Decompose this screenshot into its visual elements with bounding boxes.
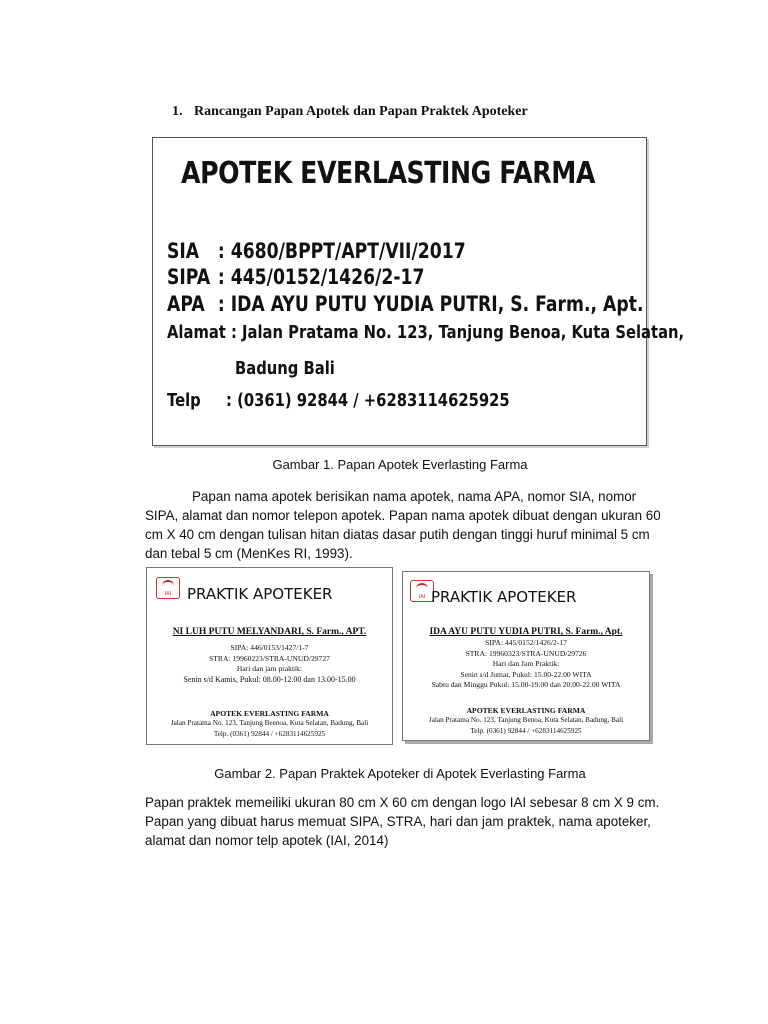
telp-value: : (0361) 92844 / +6283114625925 [226, 390, 510, 411]
practice-title: PRAKTIK APOTEKER [431, 588, 577, 606]
pharmacist-name: NI LUH PUTU MELYANDARI, S. Farm., APT. [172, 627, 367, 637]
figure1-caption: Gambar 1. Papan Apotek Everlasting Farma [272, 457, 528, 472]
hours-line: Sabtu dan Minggu Pukul: 15.00-19.00 dan 20.00-22.00 WITA [431, 680, 621, 689]
hours-label: Hari dan Jam Praktik: [492, 659, 560, 668]
sipa-number: SIPA: 445/0152/1426/2-17 [485, 638, 567, 647]
sipa-label: SIPA [167, 265, 211, 289]
practice-info [147, 643, 392, 685]
paragraph-1: Papan nama apotek berisikan nama apotek, nama APA, nomor SIA, nomor SIPA, alamat dan nomor telepon apotek. Papan nama apotek dibuat dengan ukuran 60 cm X 40 cm dengan tulisan hitan diatas dasar putih dengan tinggi huruf minimal 5 cm dan tebal 5 cm (MenKes RI, 1993). [145, 489, 661, 561]
signboard-title: APOTEK EVERLASTING FARMA [181, 156, 595, 191]
address-line: Jalan Pratama No. 123, Tanjung Beenoa, Kuta Selatan, Badung, Bali [170, 719, 369, 727]
practice-info [403, 638, 649, 691]
pharmacy-address [147, 718, 392, 740]
practice-title: PRAKTIK APOTEKER [187, 585, 333, 603]
figure2-caption: Gambar 2. Papan Praktek Apoteker di Apotek Everlasting Farma [214, 766, 586, 781]
phone-line: Telp. (0361) 92844 / +6283114625925 [213, 730, 326, 738]
signboard-address-line2: Badung Bali [235, 358, 335, 379]
phone-line: Telp. (0361) 92844 / +6283114625925 [470, 727, 582, 735]
signboard-sipa [167, 265, 424, 289]
pharmacy-signboard [152, 137, 685, 446]
apa-label: APA [167, 292, 205, 316]
section-heading [172, 104, 528, 120]
signboard-sia [167, 239, 466, 263]
signboard-telp [167, 390, 510, 411]
signboard-apa [167, 292, 643, 316]
hours-label: Hari dan jam praktik: [236, 664, 303, 673]
section-number: 1. [172, 104, 183, 119]
paragraph-2: Papan praktek memeiliki ukuran 80 cm X 60 cm dengan logo IAI sebesar 8 cm X 9 cm. Papan yang dibuat harus memuat SIPA, STRA, hari dan jam praktek, nama apoteker, alamat dan nomor telp apotek (IAI, 2014) [145, 795, 660, 848]
sipa-value: : 445/0152/1426/2-17 [217, 265, 425, 289]
stra-number: STRA: 19960223/STRA-UNUD/29727 [209, 653, 330, 663]
pharmacist-name: IDA AYU PUTU YUDIA PUTRI, S. Farm., Apt. [429, 627, 623, 637]
sipa-number: SIPA: 446/0153/1427/1-7 [230, 643, 309, 652]
address-line: Jalan Pratama No. 123, Tanjung Benoa, Kuta Selatan, Badung, Bali [428, 716, 624, 724]
sia-value: : 4680/BPPT/APT/VII/2017 [217, 239, 466, 263]
telp-label: Telp [167, 390, 201, 411]
iai-logo-icon [156, 577, 180, 599]
section-title: Rancangan Papan Apotek dan Papan Praktek Apoteker [194, 104, 528, 119]
stra-number: STRA: 19960323/STRA-UNUD/29726 [465, 648, 587, 658]
pharmacy-name: APOTEK EVERLASTING FARMA [210, 709, 329, 718]
apa-value: : IDA AYU PUTU YUDIA PUTRI, S. Farm., Apt. [217, 292, 644, 316]
sia-label: SIA [167, 239, 200, 263]
signboard-address-line1: Alamat : Jalan Pratama No. 123, Tanjung Benoa, Kuta Selatan, [167, 322, 685, 343]
hours-line: Senin s/d Kamis, Pukul: 08.00-12.00 dan 13.00-15.00 [183, 674, 356, 684]
practice-board-right [402, 571, 650, 741]
pharmacy-name: APOTEK EVERLASTING FARMA [466, 706, 586, 715]
pharmacy-address [403, 715, 649, 737]
iai-logo-text: IAI [164, 591, 172, 597]
hours-line: Senin s/d Jumat, Pukul: 15.00-22.00 WITA [460, 669, 592, 679]
iai-logo-text: IAI [418, 594, 426, 600]
practice-board-left [146, 567, 393, 745]
